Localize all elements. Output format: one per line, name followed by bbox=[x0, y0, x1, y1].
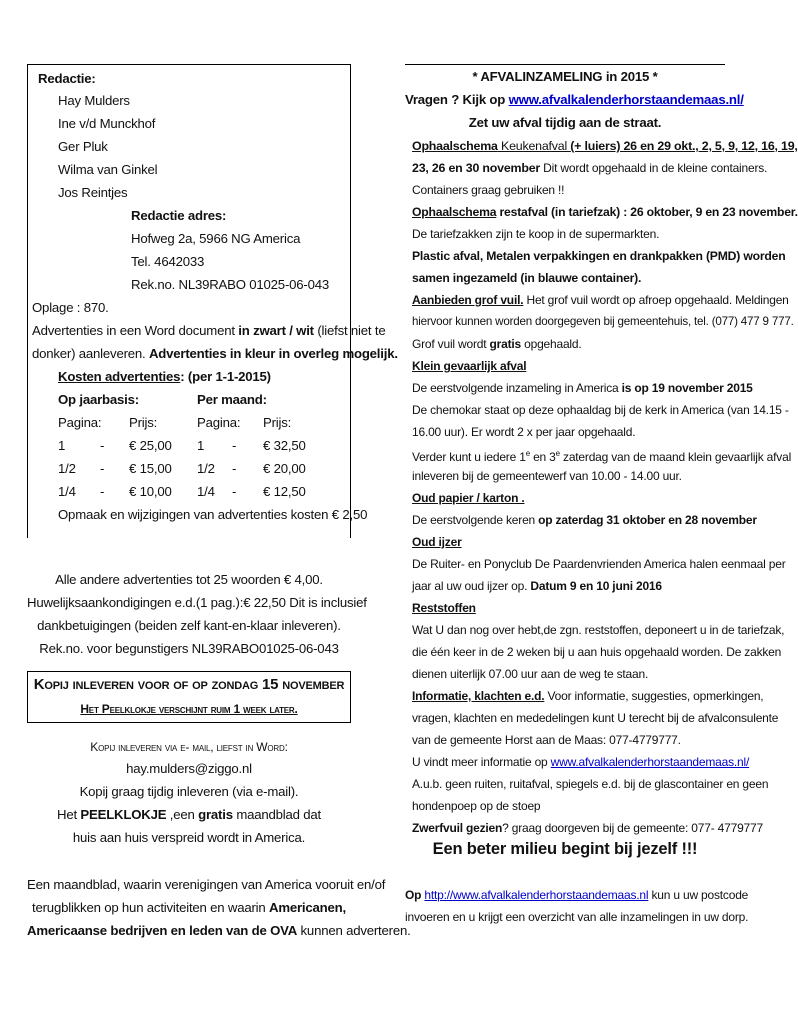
reststoffen-head: Reststoffen bbox=[412, 601, 476, 615]
informatie-line: hondenpoep op de stoep bbox=[412, 799, 541, 813]
opmaak-note: Opmaak en wijzigingen van advertenties kosten € 2,50 bbox=[58, 507, 368, 522]
price-cell: € 32,50 bbox=[263, 438, 306, 453]
kga-head: Klein gevaarlijk afval bbox=[412, 359, 527, 373]
keukenafval-line: Containers graag gebruiken !! bbox=[412, 183, 565, 197]
info-line: Alle andere advertenties tot 25 woorden € 4,00. bbox=[55, 572, 323, 587]
adv-line-1: Advertenties in een Word document in zwart / wit (liefst niet te bbox=[32, 323, 386, 338]
price-cell: € 20,00 bbox=[263, 461, 306, 476]
afval-top-rule bbox=[405, 64, 725, 65]
verspreid-line: huis aan huis verspreid wordt in America. bbox=[72, 830, 306, 845]
afval-title: * AFVALINZAMELING in 2015 * bbox=[472, 69, 658, 84]
price-cell: - bbox=[100, 438, 105, 453]
price-cell: - bbox=[100, 484, 105, 499]
kopij-email: hay.mulders@ziggo.nl bbox=[126, 761, 252, 776]
price-cell: € 25,00 bbox=[129, 438, 172, 453]
kga-line: Verder kunt u iedere 1e en 3e zaterdag van de maand klein gevaarlijk afval bbox=[412, 449, 792, 464]
oudpapier-line: De eerstvolgende keren op zaterdag 31 oktober en 28 november bbox=[412, 513, 757, 527]
redactie-title: Redactie: bbox=[38, 71, 96, 86]
col-prijs: Prijs: bbox=[263, 415, 292, 430]
oudijzer-head: Oud ijzer bbox=[412, 535, 462, 549]
restafval-line: De tariefzakken zijn te koop in de supermarkten. bbox=[412, 227, 660, 241]
pmd-line: Plastic afval, Metalen verpakkingen en drankpakken (PMD) worden bbox=[412, 249, 786, 263]
info-line: Huwelijksaankondigingen e.d.(1 pag.):€ 22,50 Dit is inclusief bbox=[27, 595, 367, 610]
informatie-line: van de gemeente Horst aan de Maas: 077-4779777. bbox=[412, 733, 681, 747]
oplage: Oplage : 870. bbox=[32, 300, 109, 315]
afval-link[interactable]: www.afvalkalenderhorstaandemaas.nl/ bbox=[508, 92, 744, 107]
milieu-slogan: Een beter milieu begint bij jezelf !!! bbox=[432, 840, 698, 858]
info-line: Rek.no. voor begunstigers NL39RABO01025-06-043 bbox=[39, 641, 339, 656]
oudijzer-line: De Ruiter- en Ponyclub De Paardenvrienden America halen eenmaal per bbox=[412, 557, 786, 571]
afval-vragen: Vragen ? Kijk op www.afvalkalenderhorstaandemaas.nl/ bbox=[405, 92, 744, 107]
grofvuil-line: Grof vuil wordt gratis opgehaald. bbox=[412, 337, 582, 351]
restafval-line: Ophaalschema restafval (in tariefzak) : 26 oktober, 9 en 23 november. bbox=[412, 205, 798, 219]
informatie-line: U vindt meer informatie op www.afvalkalenderhorstaandemaas.nl/ bbox=[412, 755, 750, 769]
keukenafval-line: Ophaalschema Keukenafval (+ luiers) 26 en 29 okt., 2, 5, 9, 12, 16, 19, bbox=[412, 139, 798, 153]
kopij-email-note: Kopij inleveren via e- mail, liefst in Word: bbox=[90, 740, 288, 754]
oudijzer-line: jaar al uw oud ijzer op. Datum 9 en 10 juni 2016 bbox=[412, 579, 662, 593]
peelklokje-line: Het PEELKLOKJE ,een gratis maandblad dat bbox=[57, 807, 321, 822]
col-pagina: Pagina: bbox=[58, 415, 102, 430]
afval-link[interactable]: www.afvalkalenderhorstaandemaas.nl/ bbox=[550, 755, 750, 769]
kga-line: inleveren bij de gemeentewerf van 10.00 - 14.00 uur. bbox=[412, 469, 682, 483]
price-cell: € 12,50 bbox=[263, 484, 306, 499]
redactie-member: Wilma van Ginkel bbox=[58, 162, 158, 177]
afval-zet: Zet uw afval tijdig aan de straat. bbox=[468, 115, 662, 130]
maandblad-line: Een maandblad, waarin verenigingen van America vooruit en/of bbox=[27, 877, 386, 892]
kosten-title: Kosten advertenties: (per 1-1-2015) bbox=[58, 369, 271, 384]
maandblad-line: terugblikken op hun activiteiten en waarin Americanen, bbox=[32, 900, 346, 915]
redactie-member: Jos Reintjes bbox=[58, 185, 128, 200]
price-cell: 1/2 bbox=[197, 461, 215, 476]
oudpapier-head: Oud papier / karton . bbox=[412, 491, 525, 505]
price-cell: - bbox=[100, 461, 105, 476]
keukenafval-line: 23, 26 en 30 november Dit wordt opgehaald in de kleine containers. bbox=[412, 161, 768, 175]
grofvuil-line: hiervoor kunnen worden doorgegeven bij gemeentehuis, tel. (077) 477 9 777. bbox=[412, 315, 794, 328]
redactie-member: Ine v/d Munckhof bbox=[58, 116, 156, 131]
adv-line-2: donker) aanleveren. Advertenties in kleur in overleg mogelijk. bbox=[32, 346, 398, 361]
reststoffen-line: dienen uiterlijk 07.00 uur aan de weg te staan. bbox=[412, 667, 649, 681]
redactie-member: Ger Pluk bbox=[58, 139, 108, 154]
maandblad-line: Americaanse bedrijven en leden van de OVA kunnen adverteren. bbox=[27, 923, 411, 938]
op-jaarbasis: Op jaarbasis: bbox=[58, 392, 139, 407]
price-cell: - bbox=[232, 438, 237, 453]
verschijning-note: Het Peelklokje verschijnt ruim 1 week later. bbox=[80, 702, 298, 716]
postcode-link[interactable]: http://www.afvalkalenderhorstaandemaas.nl bbox=[424, 888, 649, 902]
price-cell: 1 bbox=[58, 438, 66, 453]
price-cell: 1/4 bbox=[58, 484, 76, 499]
col-prijs: Prijs: bbox=[129, 415, 158, 430]
price-cell: 1/2 bbox=[58, 461, 76, 476]
reststoffen-line: die één keer in de 2 weken bij u aan huis opgehaald worden. De zakken bbox=[412, 645, 782, 659]
pmd-line: samen ingezameld (in blauwe container). bbox=[412, 271, 642, 285]
reststoffen-line: Wat U dan nog over hebt,de zgn. reststoffen, deponeert u in de tariefzak, bbox=[412, 623, 785, 637]
kopij-deadline: Kopij inleveren voor of op zondag 15 november bbox=[33, 676, 345, 693]
informatie-line: Informatie, klachten e.d. Voor informatie, suggesties, opmerkingen, bbox=[412, 689, 764, 703]
kga-line: De chemokar staat op deze ophaaldag bij de kerk in America (van 14.15 - bbox=[412, 403, 789, 417]
postcode-line: Op http://www.afvalkalenderhorstaandemaas.nl kun u uw postcode bbox=[405, 888, 749, 902]
redactie-address-line: Tel. 4642033 bbox=[131, 254, 205, 269]
kga-line: De eerstvolgende inzameling in America is op 19 november 2015 bbox=[412, 381, 753, 395]
redactie-member: Hay Mulders bbox=[58, 93, 130, 108]
price-cell: 1/4 bbox=[197, 484, 215, 499]
col-pagina: Pagina: bbox=[197, 415, 241, 430]
redactie-address-line: Rek.no. NL39RABO 01025-06-043 bbox=[131, 277, 330, 292]
per-maand: Per maand: bbox=[197, 392, 267, 407]
informatie-line: A.u.b. geen ruiten, ruitafval, spiegels e.d. bij de glascontainer en geen bbox=[412, 777, 769, 791]
redactie-address-title: Redactie adres: bbox=[131, 208, 227, 223]
redactie-address-line: Hofweg 2a, 5966 NG America bbox=[131, 231, 301, 246]
postcode-line: invoeren en u krijgt een overzicht van alle inzamelingen in uw dorp. bbox=[405, 910, 749, 924]
informatie-line: vragen, klachten en mededelingen kunt U terecht bij de afvalconsulente bbox=[412, 711, 779, 725]
price-cell: € 10,00 bbox=[129, 484, 172, 499]
price-cell: - bbox=[232, 461, 237, 476]
kga-line: 16.00 uur). Er wordt 2 x per jaar opgehaald. bbox=[412, 425, 636, 439]
grofvuil-line: Aanbieden grof vuil. Het grof vuil wordt op afroep opgehaald. Meldingen bbox=[412, 293, 789, 307]
info-line: dankbetuigingen (beiden zelf kant-en-klaar inleveren). bbox=[37, 618, 341, 633]
zwerfvuil-line: Zwerfvuil gezien? graag doorgeven bij de gemeente: 077- 4779777 bbox=[412, 821, 763, 835]
kopij-tijdig: Kopij graag tijdig inleveren (via e-mail). bbox=[79, 784, 299, 799]
price-cell: - bbox=[232, 484, 237, 499]
price-cell: 1 bbox=[197, 438, 205, 453]
price-cell: € 15,00 bbox=[129, 461, 172, 476]
